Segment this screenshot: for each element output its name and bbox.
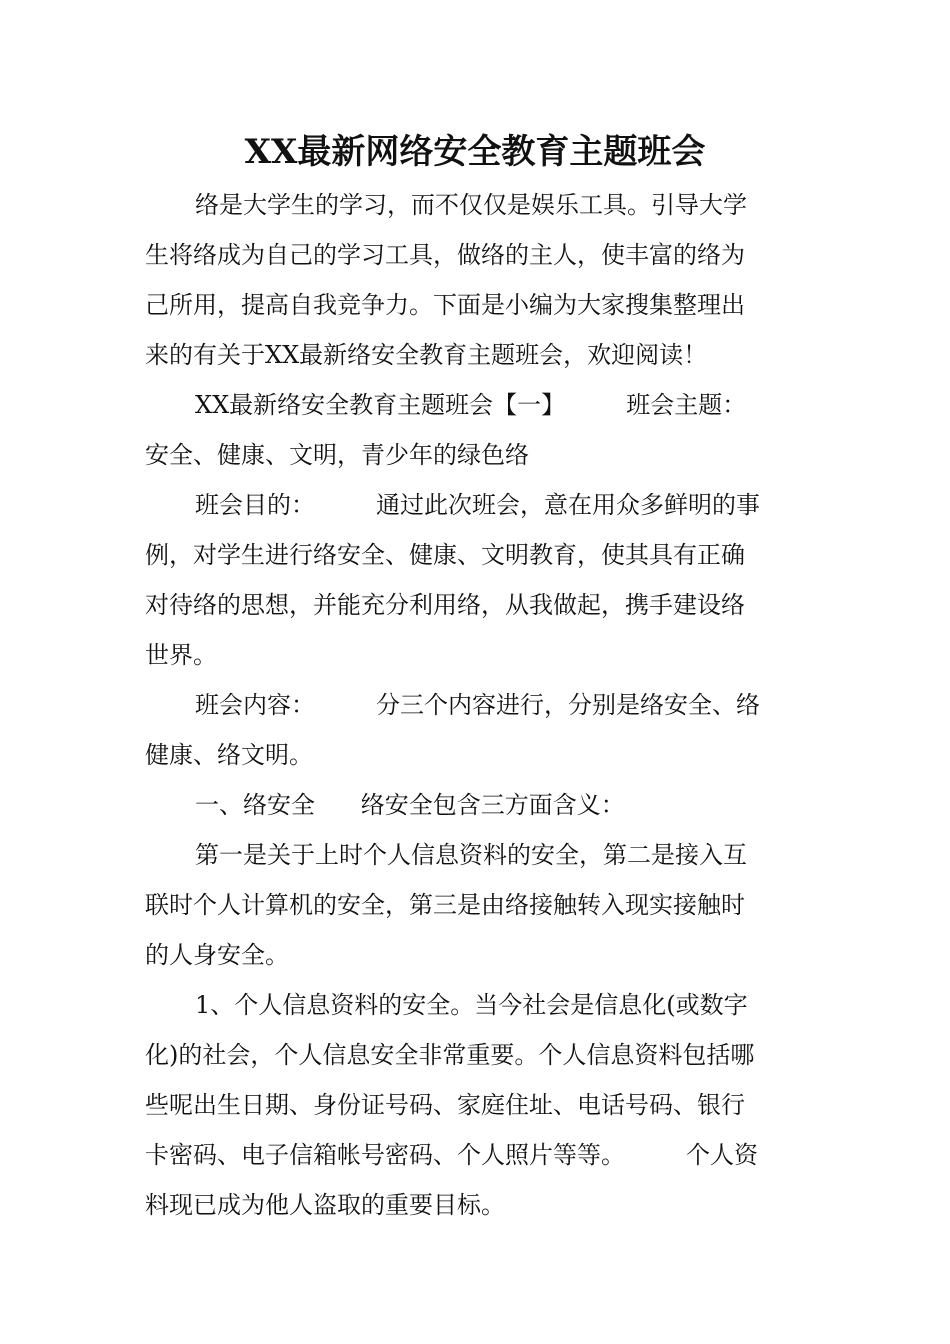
paragraph-line: 第一是关于上时个人信息资料的安全，第二是接入互 (195, 841, 747, 869)
paragraph-line: 些呢出生日期、身份证号码、家庭住址、电话号码、银行 (145, 1091, 745, 1119)
paragraph-line: 己所用，提高自我竞争力。下面是小编为大家搜集整理出 (145, 291, 745, 319)
paragraph-line: 一、络安全 络安全包含三方面含义： (195, 791, 625, 819)
paragraph-line: 世界。 (145, 641, 217, 669)
paragraph-line: 料现已成为他人盗取的重要目标。 (145, 1191, 505, 1219)
paragraph-line: 来的有关于XX最新络安全教育主题班会，欢迎阅读！ (145, 341, 708, 369)
paragraph-line: 安全、健康、文明，青少年的绿色络 (145, 441, 529, 469)
paragraph-line: 络是大学生的学习，而不仅仅是娱乐工具。引导大学 (195, 191, 747, 219)
paragraph-line: 卡密码、电子信箱帐号密码、个人照片等等。 个人资 (145, 1141, 759, 1169)
paragraph-line: 对待络的思想，并能充分利用络，从我做起，携手建设络 (145, 591, 745, 619)
document-title: XX最新网络安全教育主题班会 (244, 132, 706, 172)
paragraph-line: 班会内容： 分三个内容进行，分别是络安全、络 (195, 691, 761, 719)
paragraph-line: 联时个人计算机的安全，第三是由络接触转入现实接触时 (145, 891, 745, 919)
paragraph-line: 的人身安全。 (145, 941, 289, 969)
paragraph-line: 健康、络文明。 (145, 741, 313, 769)
paragraph-line: 班会目的： 通过此次班会，意在用众多鲜明的事 (195, 491, 761, 519)
paragraph-line: 化)的社会，个人信息安全非常重要。个人信息资料包括哪 (145, 1041, 755, 1069)
paragraph-line: 例，对学生进行络安全、健康、文明教育，使其具有正确 (145, 541, 745, 569)
paragraph-line: 生将络成为自己的学习工具，做络的主人，使丰富的络为 (145, 241, 745, 269)
paragraph-line: XX最新络安全教育主题班会【一】 班会主题： (195, 391, 747, 419)
document-body (145, 180, 807, 1230)
paragraph-line: 1、个人信息资料的安全。当今社会是信息化(或数字 (195, 991, 748, 1019)
